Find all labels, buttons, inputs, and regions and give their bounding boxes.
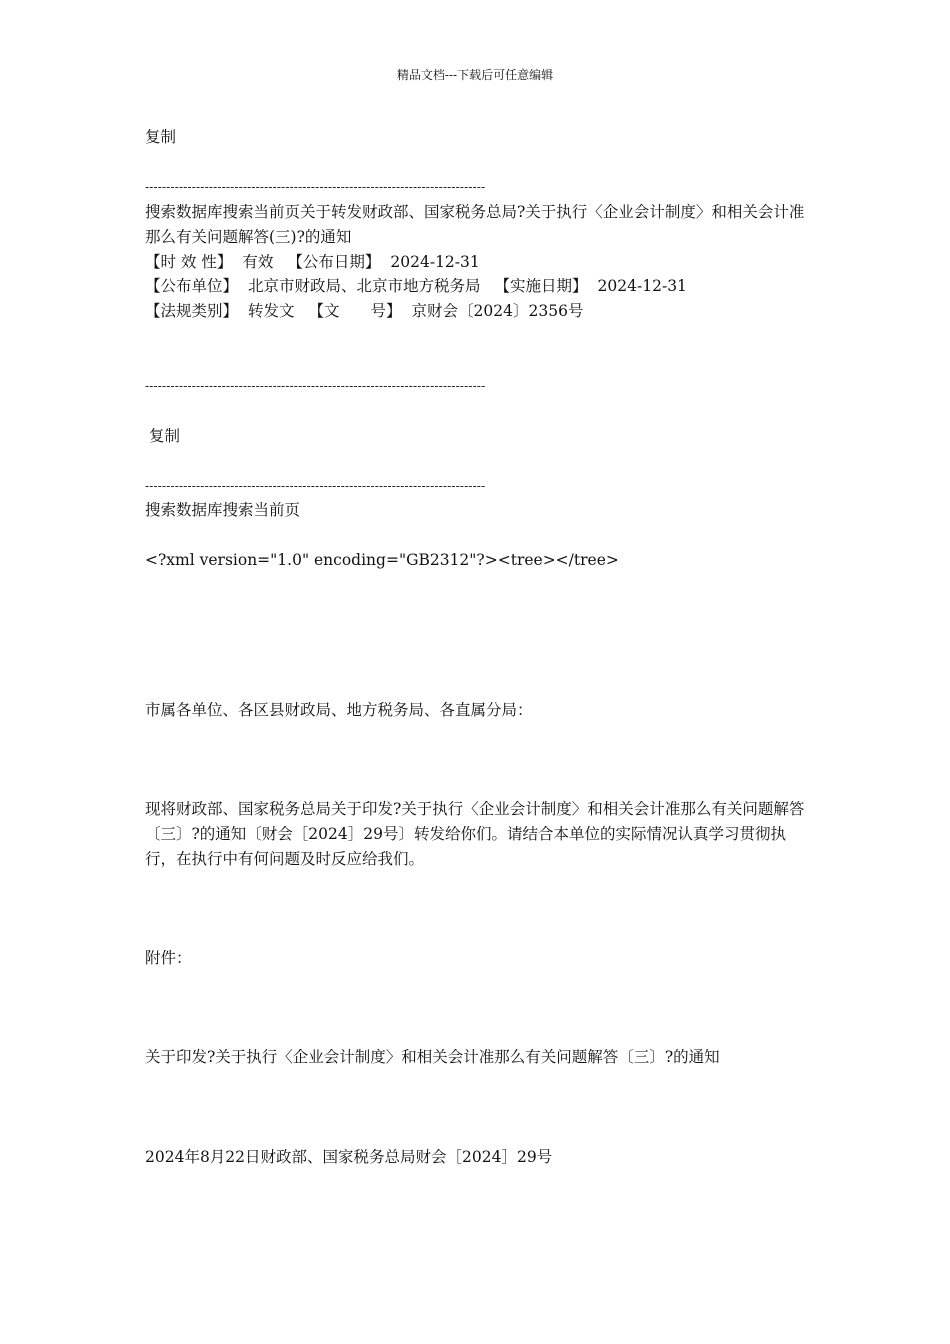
meta-row-category: [145, 299, 815, 324]
attachment-label: 附件：: [145, 949, 192, 967]
validity-value: 有效: [242, 253, 274, 271]
search-line: 搜索数据库搜索当前页: [145, 501, 301, 519]
copy-link[interactable]: 复制: [145, 128, 177, 146]
meta-row-issuer: [145, 274, 815, 299]
body-paragraph: 现将财政部、国家税务总局关于印发?关于执行〈企业会计制度〉和相关会计准那么有关问题解答〔三〕?的通知〔财会［2024］29号〕转发给你们。请结合本单位的实际情况认真学习贯彻执行，在执行中有何问题及时反应给我们。: [145, 800, 805, 868]
attachment-title: 关于印发?关于执行〈企业会计制度〉和相关会计准那么有关问题解答〔三〕?的通知: [145, 1048, 720, 1066]
doc-no-label: 【文 号】: [308, 302, 402, 320]
issuer-value: 北京市财政局、北京市地方税务局: [248, 277, 481, 295]
page-header: 精品文档---下载后可任意编辑: [396, 68, 554, 82]
issuer-label: 【公布单位】: [145, 277, 239, 295]
effective-date-label: 【实施日期】: [494, 277, 588, 295]
separator-line: --------------------------------------------------------------------------------: [145, 479, 486, 493]
document-title: 搜索数据库搜索当前页关于转发财政部、国家税务总局?关于执行〈企业会计制度〉和相关会计准那么有关问题解答(三)?的通知: [145, 203, 805, 246]
recipients-line: 市属各单位、各区县财政局、地方税务局、各直属分局：: [145, 701, 533, 719]
copy-link[interactable]: 复制: [149, 427, 181, 445]
xml-line: <?xml version="1.0" encoding="GB2312"?><tree></tree>: [145, 551, 619, 569]
effective-date-value: 2024-12-31: [597, 277, 687, 295]
validity-label: 【时 效 性】: [145, 253, 233, 271]
publish-date-label: 【公布日期】: [287, 253, 381, 271]
publish-date-value: 2024-12-31: [390, 253, 480, 271]
separator-line: --------------------------------------------------------------------------------: [145, 379, 486, 393]
attachment-date-line: 2024年8月22日财政部、国家税务总局财会［2024］29号: [145, 1148, 553, 1166]
category-label: 【法规类别】: [145, 302, 239, 320]
separator-line: --------------------------------------------------------------------------------: [145, 180, 486, 194]
category-value: 转发文: [248, 302, 295, 320]
meta-row-validity: [145, 250, 815, 275]
doc-no-value: 京财会〔2024〕2356号: [411, 302, 584, 320]
